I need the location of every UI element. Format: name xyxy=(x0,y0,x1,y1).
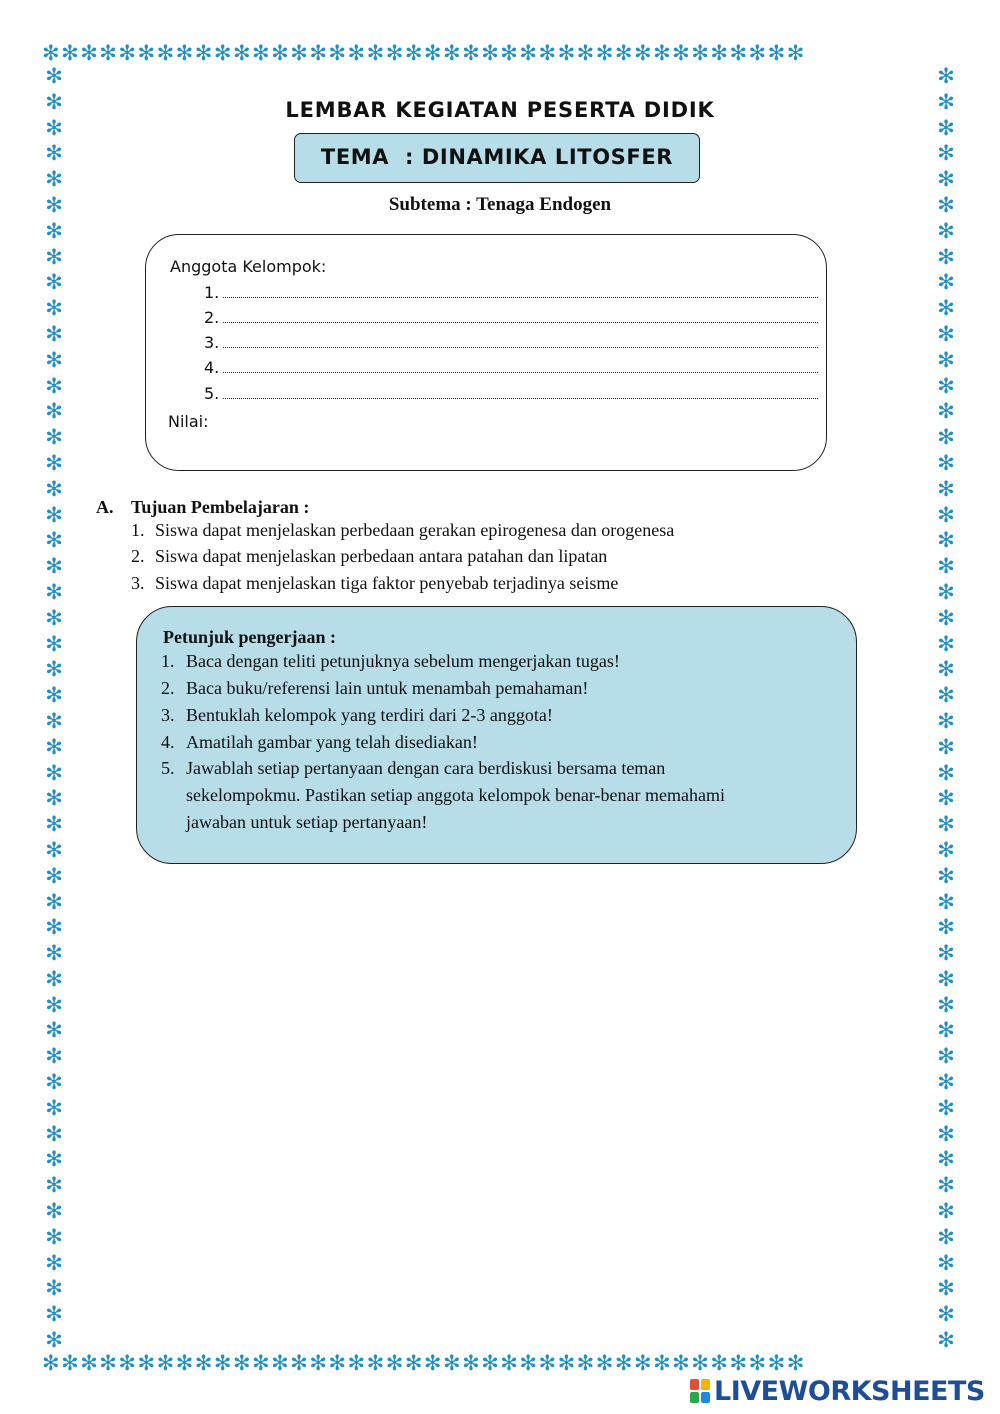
border-star-icon: ✻ xyxy=(937,1018,955,1043)
border-star-icon: ✻ xyxy=(937,218,955,243)
border-star-icon: ✻ xyxy=(937,837,955,862)
border-star-icon: ✻ xyxy=(45,450,63,475)
instruction-text: Baca buku/referensi lain untuk menambah pemahaman! xyxy=(186,678,589,698)
border-star-icon: ✻ xyxy=(937,863,955,888)
border-star-icon: ✻ xyxy=(45,347,63,372)
border-star-icon: ✻ xyxy=(937,167,955,192)
border-star-icon: ✻ xyxy=(45,296,63,321)
border-star-icon: ✻ xyxy=(937,296,955,321)
border-star-icon: ✻ xyxy=(45,863,63,888)
border-star-icon: ✻ xyxy=(45,812,63,837)
border-star-icon: ✻ xyxy=(937,244,955,269)
border-star-icon: ✻ xyxy=(45,1070,63,1095)
border-star-icon: ✻ xyxy=(937,579,955,604)
border-star-icon: ✻ xyxy=(45,115,63,140)
border-star-icon: ✻ xyxy=(45,425,63,450)
member-line[interactable] xyxy=(204,358,818,380)
border-star-icon: ✻ xyxy=(45,554,63,579)
border-star-icon: ✻ xyxy=(45,579,63,604)
member-line[interactable] xyxy=(204,333,818,355)
instruction-text: Baca dengan teliti petunjuknya sebelum mengerjakan tugas! xyxy=(186,651,620,671)
border-star-icon: ✻ xyxy=(937,450,955,475)
subtema: Subtema : Tenaga Endogen xyxy=(388,194,612,215)
instruction-item xyxy=(161,675,811,702)
border-star-icon: ✻ xyxy=(937,270,955,295)
goal-item xyxy=(131,546,607,567)
border-star-icon: ✻ xyxy=(45,786,63,811)
border-star-icon: ✻ xyxy=(937,889,955,914)
logo-text: LIVEWORKSHEETS xyxy=(714,1375,985,1407)
border-star-icon: ✻ xyxy=(45,1095,63,1120)
border-star-icon: ✻ xyxy=(937,528,955,553)
border-star-icon: ✻ xyxy=(937,115,955,140)
border-star-icon: ✻ xyxy=(937,89,955,114)
goal-text: Siswa dapat menjelaskan perbedaan antara patahan dan lipatan xyxy=(155,546,608,566)
goal-number: 2. xyxy=(131,546,145,566)
member-number: 4. xyxy=(204,358,220,377)
instruction-text: Jawablah setiap pertanyaan dengan cara berdiskusi bersama teman sekelompokmu. Pastikan setiap anggota kelompok benar-benar memahami jawaban untuk setiap pertanyaan! xyxy=(186,758,725,832)
instruction-number: 4. xyxy=(161,732,175,752)
dotted-line xyxy=(223,358,818,373)
border-star-icon: ✻ xyxy=(937,605,955,630)
border-star-icon: ✻ xyxy=(937,734,955,759)
border-star-icon: ✻ xyxy=(937,1328,955,1353)
border-star-icon: ✻ xyxy=(45,476,63,501)
border-star-icon: ✻ xyxy=(45,141,63,166)
border-star-icon: ✻ xyxy=(937,347,955,372)
border-star-icon: ✻ xyxy=(937,941,955,966)
border-star-icon: ✻ xyxy=(937,141,955,166)
border-star-icon: ✻ xyxy=(45,1276,63,1301)
goal-text: Siswa dapat menjelaskan tiga faktor penyebab terjadinya seisme xyxy=(155,573,619,593)
member-number: 2. xyxy=(204,308,220,327)
page-title: LEMBAR KEGIATAN PESERTA DIDIK xyxy=(285,98,715,122)
instruction-item xyxy=(161,648,811,675)
border-star-icon: ✻ xyxy=(937,554,955,579)
goal-item xyxy=(131,520,674,541)
border-star-icon: ✻ xyxy=(45,64,63,88)
border-star-icon: ✻ xyxy=(45,631,63,656)
instruction-item xyxy=(161,729,811,756)
border-left xyxy=(42,64,66,1354)
section-letter: A. xyxy=(96,497,114,517)
border-star-icon: ✻ xyxy=(937,1199,955,1224)
border-star-icon: ✻ xyxy=(937,1121,955,1146)
border-star-icon: ✻ xyxy=(45,1250,63,1275)
instruction-text: Amatilah gambar yang telah disediakan! xyxy=(186,732,478,752)
border-star-icon: ✻ xyxy=(937,1302,955,1327)
goal-item xyxy=(131,573,618,594)
border-star-icon: ✻ xyxy=(45,889,63,914)
logo-square-yellow xyxy=(701,1379,710,1390)
border-star-icon: ✻ xyxy=(937,708,955,733)
logo-square-red xyxy=(690,1379,699,1390)
border-star-icon: ✻ xyxy=(45,244,63,269)
border-star-icon: ✻ xyxy=(45,1199,63,1224)
border-star-icon: ✻ xyxy=(937,992,955,1017)
border-star-icon: ✻ xyxy=(45,270,63,295)
liveworksheets-logo[interactable] xyxy=(690,1374,985,1408)
border-star-icon: ✻ xyxy=(937,1095,955,1120)
border-star-icon: ✻ xyxy=(937,915,955,940)
dotted-line xyxy=(223,308,818,323)
border-star-icon: ✻ xyxy=(937,1173,955,1198)
dotted-line xyxy=(223,333,818,348)
border-star-icon: ✻ xyxy=(45,321,63,346)
border-star-icon: ✻ xyxy=(937,1250,955,1275)
nilai-label: Nilai: xyxy=(168,412,209,431)
border-star-icon: ✻ xyxy=(45,502,63,527)
border-star-icon: ✻ xyxy=(937,192,955,217)
goal-number: 3. xyxy=(131,573,145,593)
border-star-icon: ✻ xyxy=(937,502,955,527)
border-star-icon: ✻ xyxy=(45,941,63,966)
border-star-icon: ✻ xyxy=(45,1328,63,1353)
border-star-icon: ✻ xyxy=(45,1147,63,1172)
member-box xyxy=(145,234,827,471)
border-star-icon: ✻ xyxy=(937,786,955,811)
border-star-icon: ✻ xyxy=(45,708,63,733)
dotted-line xyxy=(223,283,818,298)
instruction-number: 2. xyxy=(161,678,175,698)
member-line[interactable] xyxy=(204,308,818,330)
instructions-heading: Petunjuk pengerjaan : xyxy=(163,627,337,647)
goal-number: 1. xyxy=(131,520,145,540)
border-star-icon: ✻ xyxy=(45,992,63,1017)
border-star-icon: ✻ xyxy=(45,760,63,785)
border-star-icon: ✻ xyxy=(45,605,63,630)
instruction-item xyxy=(161,755,781,836)
border-star-icon: ✻ xyxy=(45,192,63,217)
border-star-icon: ✻ xyxy=(45,89,63,114)
logo-square-green xyxy=(690,1392,699,1403)
border-star-icon: ✻ xyxy=(937,760,955,785)
border-star-icon: ✻ xyxy=(45,657,63,682)
border-star-icon: ✻ xyxy=(937,373,955,398)
instruction-number: 3. xyxy=(161,705,175,725)
border-star-icon: ✻ xyxy=(937,657,955,682)
member-number: 5. xyxy=(204,384,220,403)
border-star-icon: ✻ xyxy=(45,528,63,553)
goal-text: Siswa dapat menjelaskan perbedaan gerakan epirogenesa dan orogenesa xyxy=(155,520,675,540)
member-line[interactable] xyxy=(204,384,818,406)
border-star-icon: ✻ xyxy=(937,1044,955,1069)
goals-heading xyxy=(96,497,309,518)
border-star-icon: ✻ xyxy=(937,683,955,708)
border-star-icon: ✻ xyxy=(937,966,955,991)
border-star-icon: ✻ xyxy=(937,812,955,837)
border-star-icon: ✻ xyxy=(45,1173,63,1198)
border-star-icon: ✻ xyxy=(937,1276,955,1301)
logo-square-blue xyxy=(701,1392,710,1403)
dotted-line xyxy=(223,384,818,399)
border-star-icon: ✻ xyxy=(45,734,63,759)
border-star-icon: ✻ xyxy=(45,1044,63,1069)
border-star-icon: ✻ xyxy=(45,373,63,398)
border-top: ✻✻✻✻✻✻✻✻✻✻✻✻✻✻✻✻✻✻✻✻✻✻✻✻✻✻✻✻✻✻✻✻✻✻✻✻✻✻✻✻ xyxy=(42,42,806,64)
instruction-number: 1. xyxy=(161,651,175,671)
border-star-icon: ✻ xyxy=(937,1224,955,1249)
border-star-icon: ✻ xyxy=(45,915,63,940)
logo-squares-icon xyxy=(690,1379,710,1403)
border-star-icon: ✻ xyxy=(45,167,63,192)
border-star-icon: ✻ xyxy=(45,1224,63,1249)
instruction-text: Bentuklah kelompok yang terdiri dari 2-3 anggota! xyxy=(186,705,553,725)
border-star-icon: ✻ xyxy=(937,64,955,88)
border-star-icon: ✻ xyxy=(937,631,955,656)
border-star-icon: ✻ xyxy=(937,399,955,424)
instruction-item xyxy=(161,702,811,729)
border-star-icon: ✻ xyxy=(45,683,63,708)
border-star-icon: ✻ xyxy=(45,966,63,991)
border-star-icon: ✻ xyxy=(937,476,955,501)
instruction-number: 5. xyxy=(161,758,175,778)
member-line[interactable] xyxy=(204,283,818,305)
member-number: 1. xyxy=(204,283,220,302)
member-number: 3. xyxy=(204,333,220,352)
border-star-icon: ✻ xyxy=(937,425,955,450)
border-star-icon: ✻ xyxy=(45,837,63,862)
border-star-icon: ✻ xyxy=(45,1302,63,1327)
border-star-icon: ✻ xyxy=(45,1121,63,1146)
border-star-icon: ✻ xyxy=(45,399,63,424)
border-star-icon: ✻ xyxy=(937,1147,955,1172)
border-star-icon: ✻ xyxy=(937,321,955,346)
tema-box: TEMA : DINAMIKA LITOSFER xyxy=(294,133,700,183)
border-star-icon: ✻ xyxy=(45,218,63,243)
members-label: Anggota Kelompok: xyxy=(170,257,327,276)
instructions-box xyxy=(136,606,857,864)
border-star-icon: ✻ xyxy=(45,1018,63,1043)
border-star-icon: ✻ xyxy=(937,1070,955,1095)
border-bottom: ✻✻✻✻✻✻✻✻✻✻✻✻✻✻✻✻✻✻✻✻✻✻✻✻✻✻✻✻✻✻✻✻✻✻✻✻✻✻✻✻ xyxy=(42,1352,806,1374)
border-right xyxy=(934,64,958,1354)
goals-heading-text: Tujuan Pembelajaran : xyxy=(131,497,310,517)
